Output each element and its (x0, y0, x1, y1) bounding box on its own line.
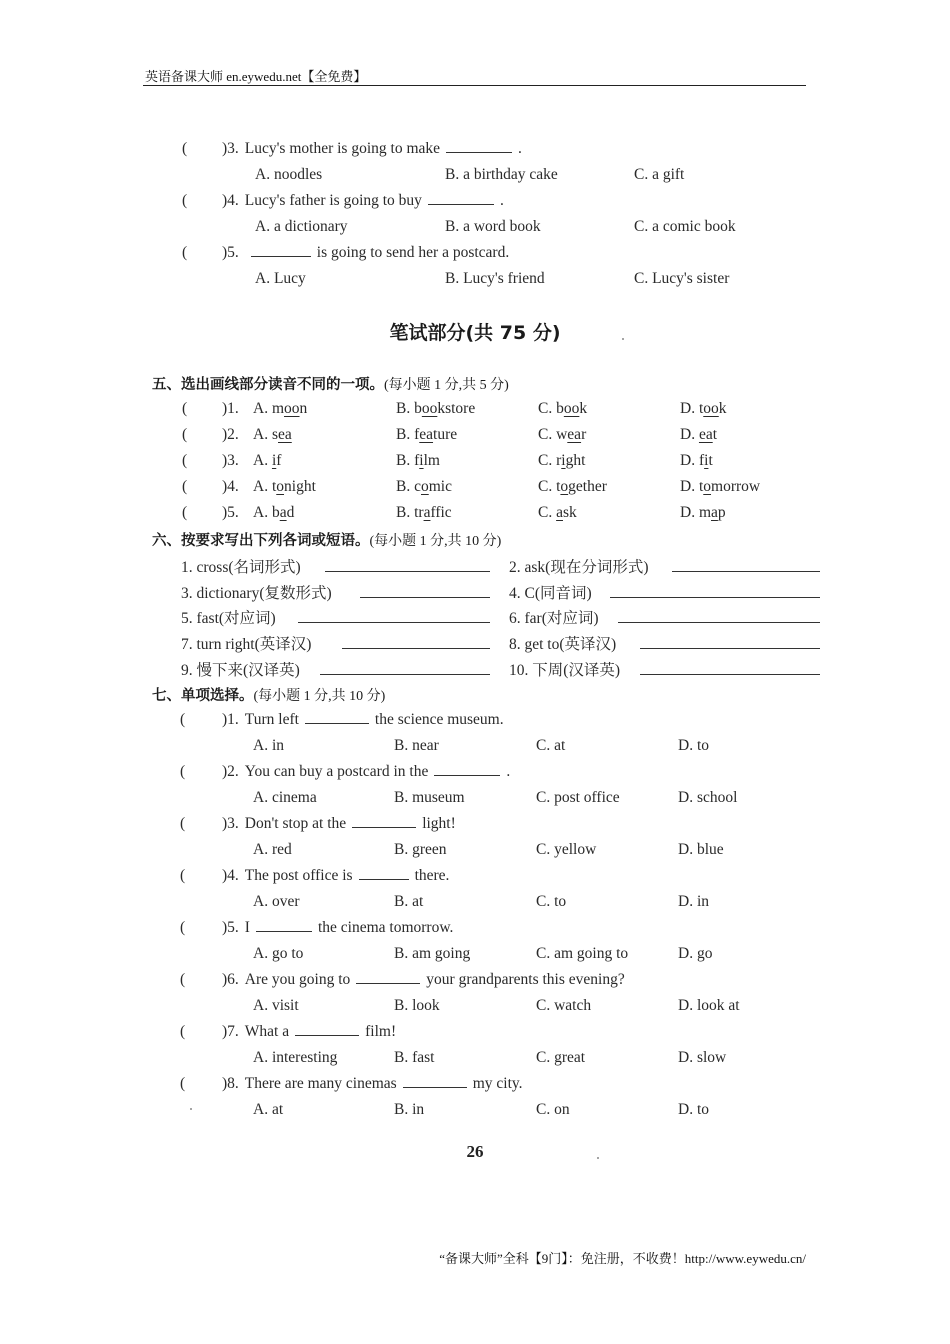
page-header: 英语备课大师 en.eywedu.net【全免费】 (145, 69, 367, 84)
answer-line (298, 622, 490, 623)
question-number: )5. (222, 244, 239, 261)
phonics-option (680, 426, 717, 444)
scan-speck (597, 1157, 599, 1159)
phonics-option (396, 400, 475, 418)
phonics-option (253, 426, 292, 444)
question-text: . (499, 192, 504, 209)
option: A. in (253, 737, 284, 754)
option: C. yellow (536, 841, 597, 858)
question-text: I (244, 919, 250, 936)
word-part: t (712, 426, 718, 443)
word-part: t (698, 400, 704, 417)
phonics-option (253, 478, 316, 496)
option-letter: B. (396, 400, 415, 417)
underlined-letters: a (279, 504, 287, 521)
option: B. a word book (445, 218, 541, 235)
underlined-letters: o (703, 478, 712, 495)
option: A. visit (253, 997, 299, 1014)
option-letter: B. (396, 478, 415, 495)
option: D. to (678, 1101, 709, 1118)
option: B. green (394, 841, 447, 858)
option-letter: B. (396, 452, 415, 469)
question-number: )1. (222, 400, 239, 417)
answer-line (360, 597, 490, 598)
item-text: 3. dictionary(复数形式) (181, 585, 332, 602)
question-text: is going to send her a postcard. (316, 244, 510, 261)
fill-item (181, 658, 300, 680)
scan-speck (622, 338, 624, 340)
answer-line (672, 571, 820, 572)
question-number: )2. (222, 763, 239, 780)
page-number: 26 (466, 1142, 484, 1161)
word-part: f (414, 426, 420, 443)
question-text: The post office is (244, 867, 353, 884)
question-stem (222, 1075, 523, 1093)
question-text: Don't stop at the (244, 815, 347, 832)
section5-title (152, 373, 509, 394)
question-stem (222, 140, 522, 158)
answer-paren: ( (182, 504, 188, 521)
word-part: w (556, 426, 568, 443)
word-part: k (718, 400, 727, 417)
answer-paren: ( (182, 452, 188, 469)
header-divider (143, 85, 806, 86)
option-letter: D. (680, 478, 699, 495)
word-part: r (556, 452, 562, 469)
question-text: the science museum. (374, 711, 504, 728)
answer-paren: ( (180, 971, 186, 988)
word-part: n (299, 400, 308, 417)
answer-blank (295, 1023, 359, 1036)
answer-line (610, 597, 820, 598)
fill-item (509, 581, 592, 603)
option: C. to (536, 893, 567, 910)
option: C. on (536, 1101, 570, 1118)
option: C. a gift (634, 166, 685, 183)
question-text: Are you going to (244, 971, 351, 988)
question-number: )3. (222, 815, 239, 832)
option: D. school (678, 789, 738, 806)
answer-line (342, 648, 490, 649)
answer-line (618, 622, 820, 623)
question-text: . (518, 140, 522, 157)
page-footer: “备课大师”全科【9门】：免注册，不收费！http://www.eywedu.cn/ (439, 1251, 806, 1266)
word-part: ture (433, 426, 458, 443)
question-stem (222, 711, 504, 729)
option: C. great (536, 1049, 586, 1066)
option: B. am going (394, 945, 471, 962)
question-stem (222, 1023, 396, 1041)
answer-blank (352, 815, 416, 828)
option: D. slow (678, 1049, 727, 1066)
question-text: the cinema tomorrow. (317, 919, 454, 936)
underlined-letters: i (561, 452, 566, 469)
option: B. at (394, 893, 424, 910)
word-part: b (271, 504, 280, 521)
option: A. a dictionary (255, 218, 348, 235)
question-stem (222, 919, 453, 937)
option-letter: A. (253, 400, 272, 417)
underlined-letters: ea (278, 426, 292, 443)
option-letter: B. (396, 504, 415, 521)
word-part: b (556, 400, 564, 417)
answer-paren: ( (182, 400, 188, 417)
question-text: there. (414, 867, 450, 884)
answer-paren: ( (180, 919, 186, 936)
item-text: 1. cross(名词形式) (181, 559, 301, 576)
question-stem (222, 867, 449, 885)
option: A. cinema (253, 789, 317, 806)
item-text: 2. ask(现在分词形式) (509, 559, 649, 576)
word-part: morrow (711, 478, 761, 495)
option: B. in (394, 1101, 425, 1118)
fill-item (509, 606, 599, 628)
question-number: )4. (222, 867, 239, 884)
phonics-option (396, 452, 440, 470)
option-letter: D. (680, 400, 699, 417)
question-text: light! (422, 815, 456, 832)
option-letter: C. (538, 452, 557, 469)
question-number: )6. (222, 971, 239, 988)
item-text: 7. turn right(英译汉) (181, 636, 312, 653)
answer-line (640, 674, 820, 675)
item-text: 9. 慢下来(汉译英) (181, 662, 300, 679)
option: A. Lucy (255, 270, 306, 287)
fill-item (181, 606, 276, 628)
option: D. go (678, 945, 713, 962)
answer-line (640, 648, 820, 649)
option: B. Lucy's friend (445, 270, 545, 287)
answer-paren: ( (180, 763, 186, 780)
option-letter: D. (680, 504, 699, 521)
question-text: What a (244, 1023, 290, 1040)
question-text: There are many cinemas (244, 1075, 397, 1092)
answer-blank (434, 763, 500, 776)
word-part: gether (568, 478, 607, 495)
phonics-option (253, 504, 294, 522)
question-text: film! (365, 1023, 397, 1040)
option-letter: C. (538, 426, 557, 443)
fill-item (181, 632, 311, 654)
underlined-letters: i (271, 452, 277, 469)
word-part: ffic (430, 504, 452, 521)
answer-paren: ( (182, 478, 188, 495)
option: A. at (253, 1101, 284, 1118)
option: C. a comic book (634, 218, 736, 235)
item-text: 4. C(同音词) (509, 585, 592, 602)
answer-paren: ( (182, 140, 188, 157)
option: D. in (678, 893, 709, 910)
phonics-option (538, 504, 577, 522)
fill-item (181, 555, 301, 577)
section7-note: (每小题 1 分,共 10 分) (253, 689, 386, 704)
question-text: your grandparents this evening? (426, 971, 625, 988)
answer-blank (251, 244, 311, 257)
option-letter: D. (680, 426, 699, 443)
fill-item (181, 581, 332, 603)
section7-title-text: 七、单项选择。 (152, 688, 254, 704)
section6-title-text: 六、按要求写出下列各词或短语。 (152, 533, 370, 549)
word-part: f (276, 452, 282, 469)
option-letter: A. (253, 452, 272, 469)
answer-line (320, 674, 490, 675)
underlined-letters: a (556, 504, 563, 521)
word-part: sk (562, 504, 577, 521)
item-text: 8. get to(英译汉) (509, 636, 617, 653)
answer-blank (359, 867, 409, 880)
underlined-letters: a (711, 504, 718, 521)
option: D. look at (678, 997, 740, 1014)
option-letter: C. (538, 478, 557, 495)
underlined-letters: o (560, 478, 569, 495)
option-letter: A. (253, 478, 272, 495)
option: C. post office (536, 789, 620, 806)
phonics-option (396, 478, 452, 496)
underlined-letters: oo (421, 400, 438, 417)
word-part: tr (414, 504, 424, 521)
word-part: c (414, 478, 421, 495)
underlined-letters: oo (284, 400, 300, 417)
underlined-letters: oo (563, 400, 580, 417)
word-part: kstore (437, 400, 476, 417)
phonics-option (538, 400, 587, 418)
underlined-letters: o (420, 478, 429, 495)
item-text: 5. fast(对应词) (181, 610, 276, 627)
fill-item (509, 555, 649, 577)
answer-paren: ( (180, 1023, 186, 1040)
phonics-option (680, 478, 760, 496)
answer-blank (305, 711, 369, 724)
phonics-option (396, 504, 452, 522)
underlined-letters: ea (567, 426, 582, 443)
answer-blank (446, 140, 512, 153)
phonics-option (538, 452, 585, 470)
underlined-letters: i (704, 452, 709, 469)
word-part: f (698, 452, 705, 469)
word-part: t (708, 452, 713, 469)
word-part: p (717, 504, 726, 521)
word-part: r (581, 426, 587, 443)
question-number: )4. (222, 478, 239, 495)
word-part: mic (428, 478, 452, 495)
word-part: t (271, 478, 277, 495)
option: D. blue (678, 841, 724, 858)
option-letter: C. (538, 504, 557, 521)
underlined-letters: a (423, 504, 431, 521)
phonics-option (538, 478, 607, 496)
question-number: )7. (222, 1023, 239, 1040)
answer-paren: ( (180, 815, 186, 832)
section6-title (152, 529, 501, 550)
question-text: Turn left (244, 711, 299, 728)
question-number: )8. (222, 1075, 239, 1092)
answer-blank (403, 1075, 467, 1088)
underlined-letters: i (419, 452, 424, 469)
answer-paren: ( (180, 867, 186, 884)
option: A. noodles (255, 166, 323, 183)
phonics-option (396, 426, 457, 444)
underlined-letters: oo (703, 400, 719, 417)
word-part: k (579, 400, 588, 417)
underlined-letters: ea (419, 426, 434, 443)
option-letter: D. (680, 452, 699, 469)
item-text: 10. 下周(汉译英) (509, 662, 621, 679)
section7-title (152, 684, 385, 705)
option: B. fast (394, 1049, 435, 1066)
written-part-title: 笔试部分(共 75 分) (389, 322, 561, 344)
option: B. look (394, 997, 440, 1014)
phonics-option (680, 452, 713, 470)
option: B. a birthday cake (445, 166, 558, 183)
word-part: t (556, 478, 561, 495)
word-part: d (286, 504, 295, 521)
phonics-option (538, 426, 586, 444)
question-stem (222, 763, 510, 781)
phonics-option (253, 400, 307, 418)
scan-speck (190, 1108, 192, 1110)
answer-paren: ( (180, 1075, 186, 1092)
word-part: lm (423, 452, 440, 469)
word-part: night (284, 478, 316, 495)
question-stem (222, 192, 504, 210)
word-part: m (698, 504, 712, 521)
phonics-option (680, 400, 727, 418)
option: C. at (536, 737, 566, 754)
word-part: m (271, 400, 285, 417)
phonics-option (680, 504, 726, 522)
option: A. red (253, 841, 292, 858)
question-stem (222, 971, 625, 989)
underlined-letters: ea (698, 426, 713, 443)
question-stem (222, 244, 509, 262)
section6-note: (每小题 1 分,共 10 分) (369, 534, 502, 549)
answer-blank (256, 919, 312, 932)
question-number: )3. (222, 140, 239, 157)
option: A. interesting (253, 1049, 338, 1066)
question-number: )2. (222, 426, 239, 443)
section5-title-text: 五、选出画线部分读音不同的一项。 (152, 377, 384, 393)
question-text: You can buy a postcard in the (244, 763, 429, 780)
question-text: Lucy's father is going to buy (244, 192, 422, 209)
question-text: Lucy's mother is going to make (244, 140, 441, 157)
answer-paren: ( (180, 711, 186, 728)
word-part: t (698, 478, 704, 495)
item-text: 6. far(对应词) (509, 610, 599, 627)
option: A. go to (253, 945, 304, 962)
option: C. watch (536, 997, 592, 1014)
question-text: my city. (472, 1075, 523, 1092)
underlined-letters: o (276, 478, 285, 495)
option: A. over (253, 893, 300, 910)
option-letter: A. (253, 426, 272, 443)
section5-note: (每小题 1 分,共 5 分) (384, 378, 509, 393)
answer-paren: ( (182, 244, 188, 261)
answer-paren: ( (182, 192, 188, 209)
fill-item (509, 632, 616, 654)
answer-blank (356, 971, 420, 984)
option-letter: C. (538, 400, 557, 417)
option: C. Lucy's sister (634, 270, 730, 287)
question-number: )1. (222, 711, 239, 728)
option-letter: A. (253, 504, 272, 521)
word-part: b (414, 400, 422, 417)
word-part: f (414, 452, 420, 469)
answer-blank (428, 192, 494, 205)
option: C. am going to (536, 945, 629, 962)
question-number: )4. (222, 192, 239, 209)
question-number: )3. (222, 452, 239, 469)
option: B. museum (394, 789, 465, 806)
question-text: . (506, 763, 511, 780)
question-number: )5. (222, 504, 239, 521)
phonics-option (253, 452, 281, 470)
fill-item (509, 658, 620, 680)
answer-paren: ( (182, 426, 188, 443)
option: B. near (394, 737, 439, 754)
option: D. to (678, 737, 709, 754)
option-letter: B. (396, 426, 415, 443)
answer-line (325, 571, 490, 572)
question-stem (222, 815, 456, 833)
question-number: )5. (222, 919, 239, 936)
word-part: s (271, 426, 278, 443)
word-part: ght (565, 452, 586, 469)
